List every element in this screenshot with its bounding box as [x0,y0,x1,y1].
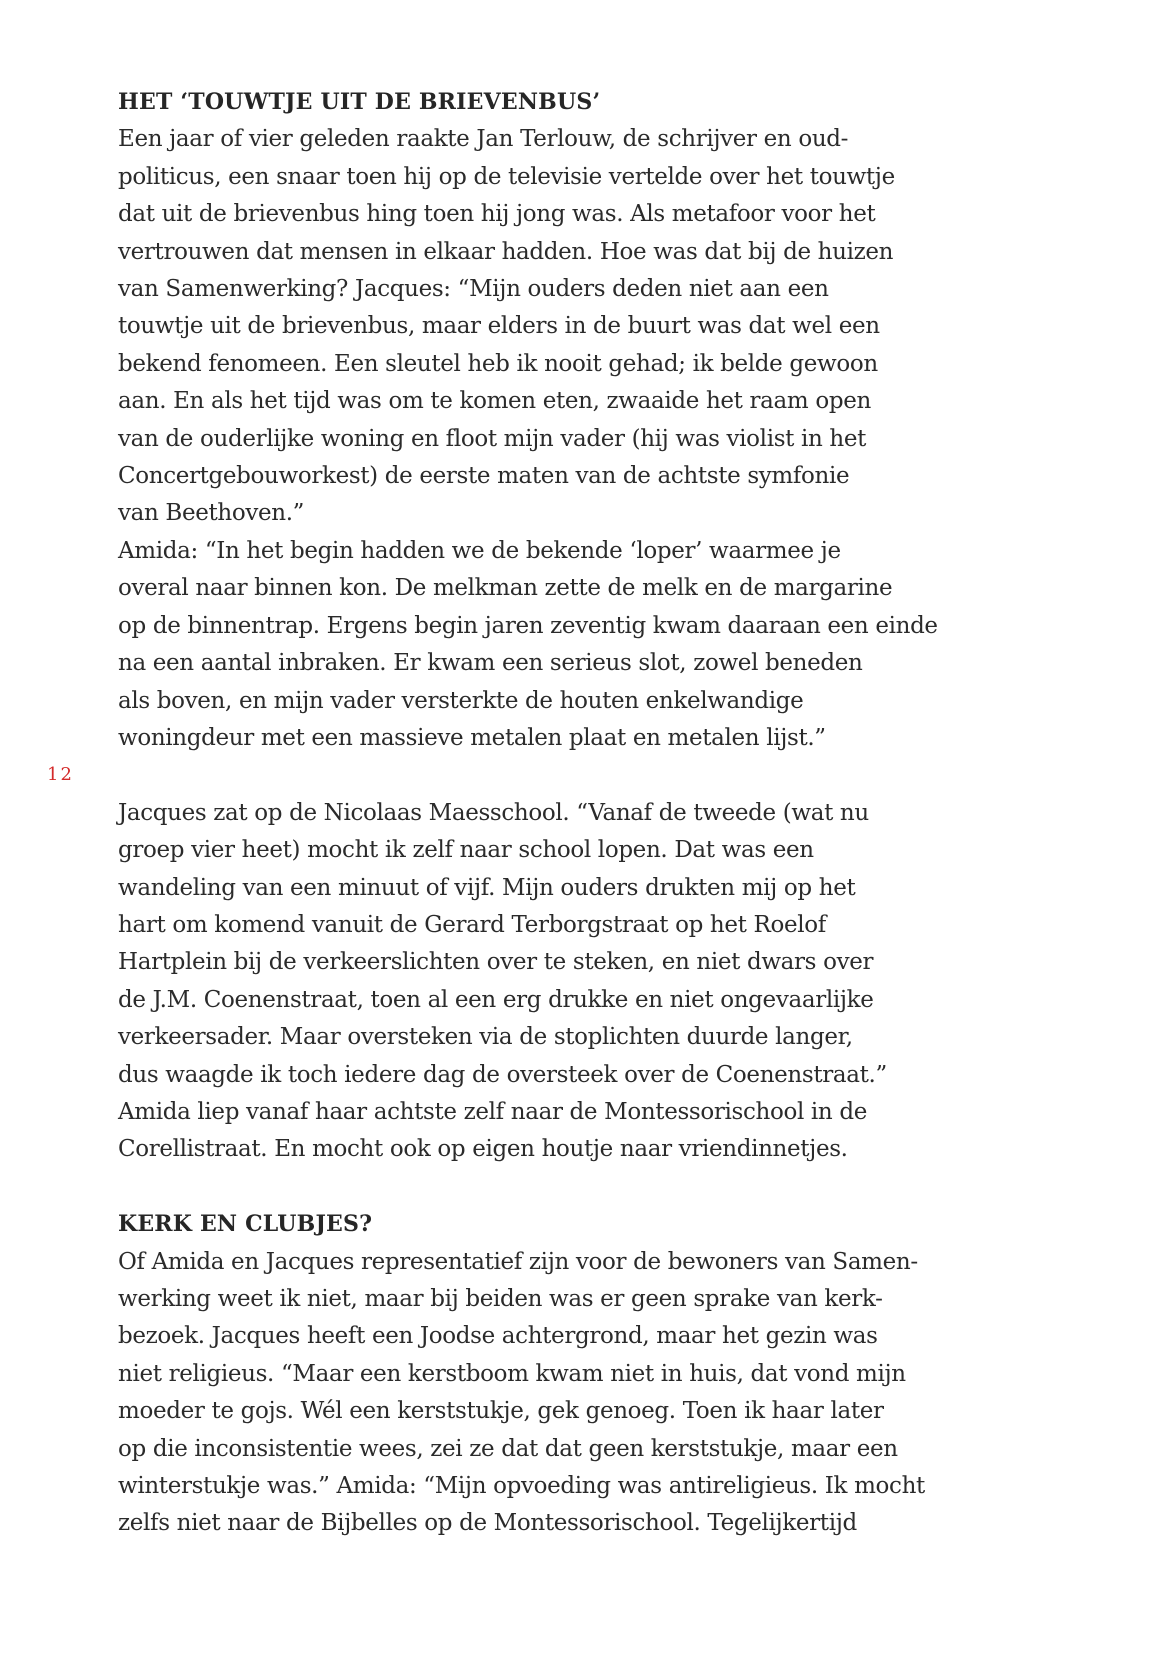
text-line: als boven, en mijn vader versterkte de houten enkelwandige [118,687,804,714]
text-line: moeder te gojs. Wél een kerststukje, gek genoeg. Toen ik haar later [118,1398,884,1425]
text-line: hart om komend vanuit de Gerard Terborgstraat op het Roelof [118,911,826,938]
text-line: niet religieus. “Maar een kerstboom kwam niet in huis, dat vond mijn [118,1360,906,1387]
section-kerk [118,1206,998,1543]
page-number: 12 [47,764,74,785]
text-line: Concertgebouworkest) de eerste maten van de achtste symfonie [118,463,850,490]
text-line: touwtje uit de brievenbus, maar elders in de buurt was dat wel een [118,313,880,340]
text-line: na een aantal inbraken. Er kwam een serieus slot, zowel beneden [118,650,863,677]
text-line: Jacques zat op de Nicolaas Maesschool. “Vanaf de tweede (wat nu [118,799,869,826]
text-line: Hartplein bij de verkeerslichten over te steken, en niet dwars over [118,949,874,976]
text-line: politicus, een snaar toen hij op de televisie vertelde over het touwtje [118,163,895,190]
text-line: aan. En als het tijd was om te komen eten, zwaaide het raam open [118,388,871,415]
text-line: van Beethoven.” [118,500,305,527]
text-line: verkeersader. Maar oversteken via de stoplichten duurde langer, [118,1024,853,1051]
text-line: dus waagde ik toch iedere dag de oversteek over de Coenenstraat.” [118,1061,887,1088]
text-line: Of Amida en Jacques representatief zijn voor de bewoners van Samen- [118,1248,918,1275]
text-line: vertrouwen dat mensen in elkaar hadden. Hoe was dat bij de huizen [118,238,894,265]
section-heading: KERK EN CLUBJES? [118,1211,373,1238]
text-line: van de ouderlijke woning en floot mijn vader (hij was violist in het [118,425,867,452]
paragraph [118,1244,998,1543]
text-line: op die inconsistentie wees, zei ze dat dat geen kerststukje, maar een [118,1435,898,1462]
text-line: overal naar binnen kon. De melkman zette de melk en de margarine [118,575,893,602]
text-line: zelfs niet naar de Bijbelles op de Montessorischool. Tegelijkertijd [118,1510,857,1537]
text-line: bekend fenomeen. Een sleutel heb ik nooit gehad; ik belde gewoon [118,350,878,377]
text-line: wandeling van een minuut of vijf. Mijn ouders drukten mij op het [118,874,856,901]
text-line: Corellistraat. En mocht ook op eigen houtje naar vriendinnetjes. [118,1136,848,1163]
text-line: Amida liep vanaf haar achtste zelf naar de Montessorischool in de [118,1098,867,1125]
text-line: dat uit de brievenbus hing toen hij jong was. Als metafoor voor het [118,201,876,228]
text-line: van Samenwerking? Jacques: “Mijn ouders deden niet aan een [118,276,829,303]
text-line: de J.M. Coenenstraat, toen al een erg drukke en niet ongevaarlijke [118,986,874,1013]
text-line: bezoek. Jacques heeft een Joodse achtergrond, maar het gezin was [118,1323,878,1350]
text-line: winterstukje was.” Amida: “Mijn opvoeding was antireligieus. Ik mocht [118,1473,925,1499]
text-line: werking weet ik niet, maar bij beiden was er geen sprake van kerk- [118,1285,883,1312]
text-line: Amida: “In het begin hadden we de bekende ‘loper’ waarmee je [118,537,841,564]
paragraph-gap [118,1169,998,1206]
section-school [118,795,998,1169]
text-line: Een jaar of vier geleden raakte Jan Terlouw, de schrijver en oud- [118,126,849,153]
text-line: groep vier heet) mocht ik zelf naar school lopen. Dat was een [118,837,814,864]
section-heading: HET ‘TOUWTJE UIT DE BRIEVENBUS’ [118,89,601,115]
section-touwtje [118,84,998,757]
text-line: woningdeur met een massieve metalen plaat en metalen lijst.” [118,724,826,751]
paragraph [118,121,998,757]
paragraph-gap [118,757,998,794]
article-body [118,84,998,1543]
paragraph [118,795,998,1169]
text-line: op de binnentrap. Ergens begin jaren zeventig kwam daaraan een einde [118,612,938,639]
